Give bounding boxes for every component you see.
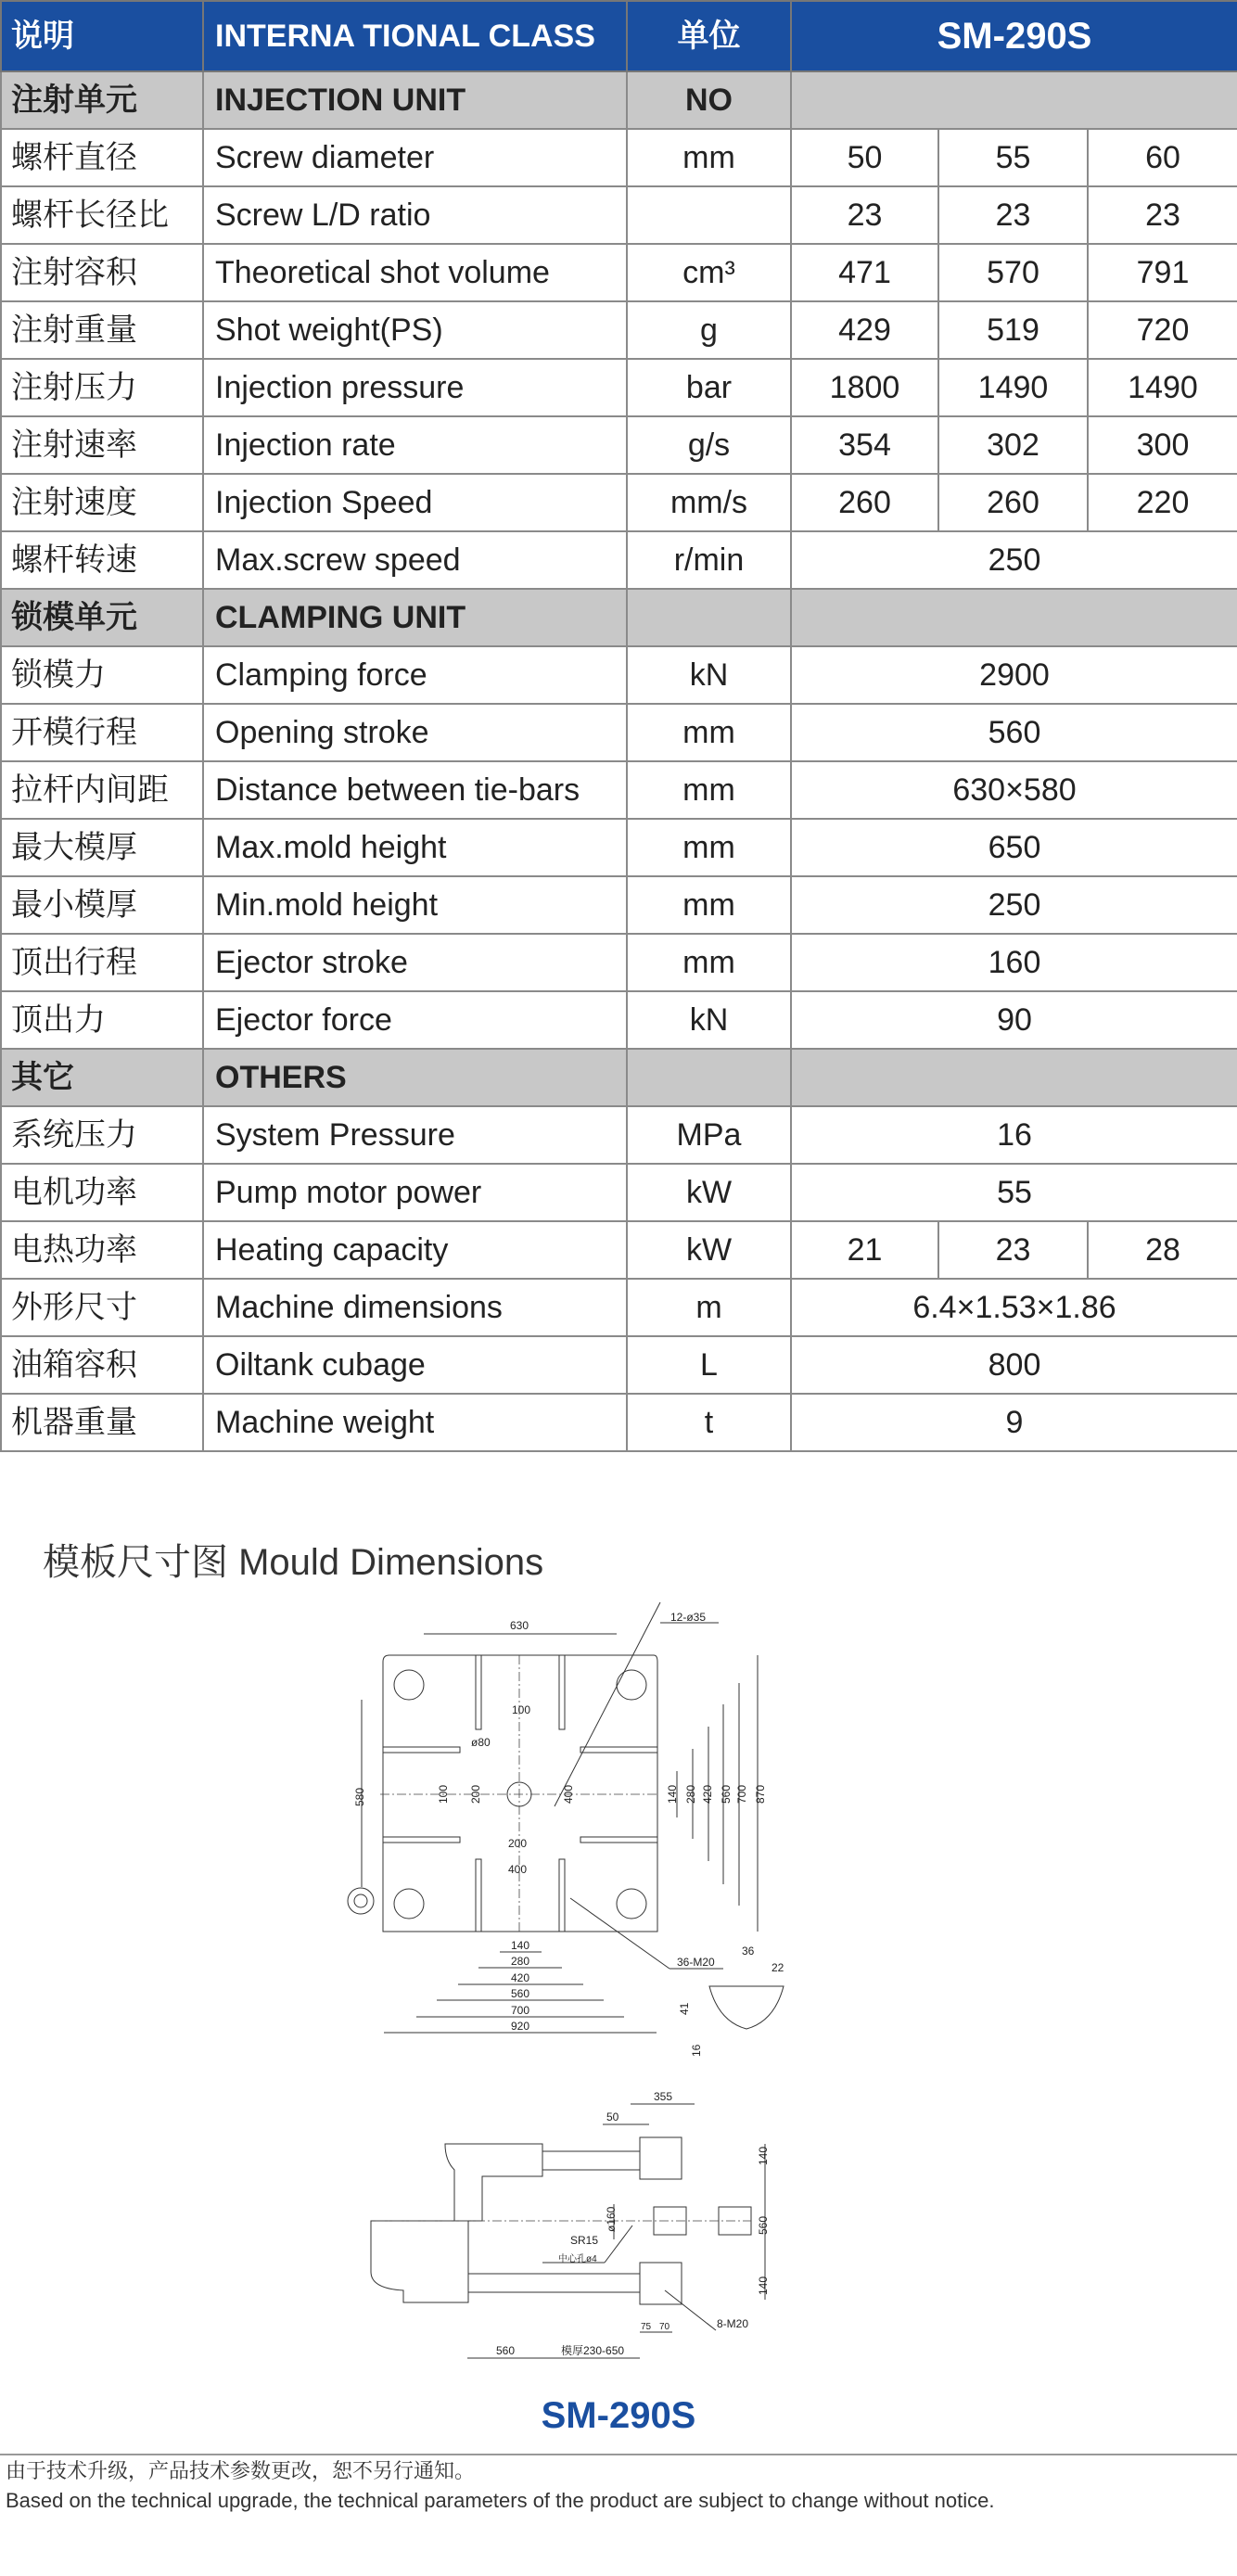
row-label-cn: 系统压力 xyxy=(1,1106,203,1164)
dim-b560: 560 xyxy=(511,1987,530,2000)
row-label-cn: 螺杆直径 xyxy=(1,129,203,186)
row-label-en: Clamping force xyxy=(203,646,627,704)
dim-t22: 22 xyxy=(772,1961,784,1974)
platen-dimension-labels xyxy=(353,1611,784,2057)
row-value: 260 xyxy=(938,474,1088,531)
row-value: 55 xyxy=(791,1164,1237,1221)
dim-r700: 700 xyxy=(735,1784,748,1804)
mould-dimensions-title: 模板尺寸图 Mould Dimensions xyxy=(43,1542,544,1583)
dim-r560: 560 xyxy=(720,1784,733,1804)
row-unit xyxy=(627,186,791,244)
table-row xyxy=(1,1336,1237,1394)
row-label-cn: 最大模厚 xyxy=(1,819,203,876)
row-value: 1490 xyxy=(1088,359,1237,416)
row-value: 429 xyxy=(791,301,938,359)
section-blank xyxy=(791,589,1237,646)
dim-36-m20: 36-M20 xyxy=(677,1956,715,1969)
section-blank xyxy=(791,71,1237,129)
table-row xyxy=(1,359,1237,416)
table-row xyxy=(1,186,1237,244)
row-value: 630×580 xyxy=(791,761,1237,819)
row-label-en: INJECTION UNIT xyxy=(203,71,627,129)
dim-b420: 420 xyxy=(511,1971,530,1984)
row-value: 720 xyxy=(1088,301,1237,359)
row-unit: NO xyxy=(627,71,791,129)
row-unit: g/s xyxy=(627,416,791,474)
row-label-cn: 注射速度 xyxy=(1,474,203,531)
row-label-en: Max.screw speed xyxy=(203,531,627,589)
dim-50: 50 xyxy=(606,2111,619,2123)
row-label-cn: 螺杆转速 xyxy=(1,531,203,589)
dim-70: 70 xyxy=(659,2322,670,2332)
row-label-cn: 顶出行程 xyxy=(1,934,203,991)
row-value: 250 xyxy=(791,531,1237,589)
row-unit: m xyxy=(627,1279,791,1336)
dim-100: 100 xyxy=(512,1703,531,1716)
row-value: 519 xyxy=(938,301,1088,359)
dim-580: 580 xyxy=(353,1787,366,1806)
header-intl-class: INTERNA TIONAL CLASS xyxy=(203,1,627,71)
row-value: 6.4×1.53×1.86 xyxy=(791,1279,1237,1336)
table-row xyxy=(1,531,1237,589)
dimension-lines xyxy=(362,1602,784,2033)
row-label-en: OTHERS xyxy=(203,1049,627,1106)
dim-355: 355 xyxy=(654,2090,673,2103)
row-unit: mm xyxy=(627,819,791,876)
row-value: 9 xyxy=(791,1394,1237,1451)
row-value: 50 xyxy=(791,129,938,186)
header-desc: 说明 xyxy=(1,1,203,71)
table-row xyxy=(1,991,1237,1049)
row-label-en: Injection Speed xyxy=(203,474,627,531)
dim-75: 75 xyxy=(641,2322,652,2332)
dim-v400: 400 xyxy=(562,1784,575,1804)
row-value: 23 xyxy=(938,186,1088,244)
row-label-cn: 注射压力 xyxy=(1,359,203,416)
dim-phi160: ø160 xyxy=(605,2206,618,2232)
row-unit: mm xyxy=(627,129,791,186)
row-value: 60 xyxy=(1088,129,1237,186)
row-label-en: Ejector force xyxy=(203,991,627,1049)
header-unit: 单位 xyxy=(627,1,791,71)
table-row xyxy=(1,646,1237,704)
table-row xyxy=(1,1164,1237,1221)
row-value: 1490 xyxy=(938,359,1088,416)
row-label-en: Machine weight xyxy=(203,1394,627,1451)
row-label-cn: 注射重量 xyxy=(1,301,203,359)
table-header xyxy=(1,1,1237,71)
section-row xyxy=(1,71,1237,129)
side-view-drawing xyxy=(352,2077,872,2383)
table-row xyxy=(1,819,1237,876)
row-label-cn: 拉杆内间距 xyxy=(1,761,203,819)
row-unit: kW xyxy=(627,1221,791,1279)
row-label-en: Theoretical shot volume xyxy=(203,244,627,301)
row-label-en: System Pressure xyxy=(203,1106,627,1164)
row-value: 21 xyxy=(791,1221,938,1279)
row-label-cn: 开模行程 xyxy=(1,704,203,761)
row-label-cn: 顶出力 xyxy=(1,991,203,1049)
table-row xyxy=(1,876,1237,934)
section-row xyxy=(1,1049,1237,1106)
row-unit xyxy=(627,589,791,646)
dim-h400: 400 xyxy=(508,1863,528,1876)
row-unit: cm³ xyxy=(627,244,791,301)
row-unit: mm xyxy=(627,934,791,991)
dim-r420: 420 xyxy=(701,1784,714,1804)
row-label-cn: 机器重量 xyxy=(1,1394,203,1451)
table-row xyxy=(1,416,1237,474)
table-row xyxy=(1,1279,1237,1336)
dim-v100: 100 xyxy=(437,1784,450,1804)
row-unit: mm xyxy=(627,761,791,819)
row-value: 800 xyxy=(791,1336,1237,1394)
dim-r280: 280 xyxy=(684,1784,697,1804)
row-value: 16 xyxy=(791,1106,1237,1164)
row-value: 160 xyxy=(791,934,1237,991)
row-value: 302 xyxy=(938,416,1088,474)
header-model: SM-290S xyxy=(791,1,1237,71)
row-value: 250 xyxy=(791,876,1237,934)
dim-560-vertical: 560 xyxy=(757,2215,770,2235)
row-value: 23 xyxy=(1088,186,1237,244)
footer-divider xyxy=(0,2454,1237,2455)
dim-r870: 870 xyxy=(754,1784,767,1804)
row-label-cn: 注射速率 xyxy=(1,416,203,474)
row-label-en: Screw L/D ratio xyxy=(203,186,627,244)
row-label-en: Max.mold height xyxy=(203,819,627,876)
dim-t36: 36 xyxy=(742,1945,755,1958)
table-row xyxy=(1,761,1237,819)
dim-t16: 16 xyxy=(690,2044,703,2057)
dim-630: 630 xyxy=(510,1619,529,1632)
row-label-cn: 锁模力 xyxy=(1,646,203,704)
row-value: 354 xyxy=(791,416,938,474)
row-label-en: Injection rate xyxy=(203,416,627,474)
row-unit: mm xyxy=(627,876,791,934)
row-label-en: Heating capacity xyxy=(203,1221,627,1279)
row-label-cn: 电热功率 xyxy=(1,1221,203,1279)
row-label-cn: 注射单元 xyxy=(1,71,203,129)
row-value: 260 xyxy=(791,474,938,531)
row-value: 650 xyxy=(791,819,1237,876)
table-row xyxy=(1,934,1237,991)
center-hole-label: 中心孔ø4 xyxy=(558,2254,597,2264)
row-value: 2900 xyxy=(791,646,1237,704)
row-value: 23 xyxy=(938,1221,1088,1279)
row-value: 560 xyxy=(791,704,1237,761)
dim-mold-height: 模厚230-650 xyxy=(561,2344,625,2357)
row-label-cn: 其它 xyxy=(1,1049,203,1106)
row-label-cn: 注射容积 xyxy=(1,244,203,301)
row-value: 570 xyxy=(938,244,1088,301)
dim-b280: 280 xyxy=(511,1955,530,1968)
side-view-outline xyxy=(371,2137,751,2304)
row-unit: kN xyxy=(627,991,791,1049)
table-row xyxy=(1,704,1237,761)
row-label-cn: 锁模单元 xyxy=(1,589,203,646)
row-unit: kW xyxy=(627,1164,791,1221)
row-label-en: Screw diameter xyxy=(203,129,627,186)
row-value: 791 xyxy=(1088,244,1237,301)
row-label-en: Pump motor power xyxy=(203,1164,627,1221)
row-label-en: Oiltank cubage xyxy=(203,1336,627,1394)
row-unit: L xyxy=(627,1336,791,1394)
row-label-cn: 电机功率 xyxy=(1,1164,203,1221)
dim-140-bottom: 140 xyxy=(757,2276,770,2295)
dim-b700: 700 xyxy=(511,2004,530,2017)
row-label-en: Shot weight(PS) xyxy=(203,301,627,359)
dim-b140: 140 xyxy=(511,1939,530,1952)
row-value: 55 xyxy=(938,129,1088,186)
dim-v200: 200 xyxy=(469,1784,482,1804)
footer-note-cn: 由于技术升级，产品技术参数更改，恕不另行通知。 xyxy=(6,2459,476,2482)
row-unit: mm/s xyxy=(627,474,791,531)
row-value: 28 xyxy=(1088,1221,1237,1279)
side-dimension-labels xyxy=(496,2090,770,2357)
table-row xyxy=(1,1394,1237,1451)
table-row xyxy=(1,129,1237,186)
platen-drawing xyxy=(334,1595,853,2059)
row-unit: bar xyxy=(627,359,791,416)
dim-sr15: SR15 xyxy=(570,2234,599,2247)
row-value: 90 xyxy=(791,991,1237,1049)
row-label-cn: 最小模厚 xyxy=(1,876,203,934)
dim-r140: 140 xyxy=(666,1784,679,1804)
dim-h200: 200 xyxy=(508,1837,528,1850)
dim-560-open: 560 xyxy=(496,2344,516,2357)
row-label-cn: 油箱容积 xyxy=(1,1336,203,1394)
row-unit: mm xyxy=(627,704,791,761)
row-unit: MPa xyxy=(627,1106,791,1164)
dim-b920: 920 xyxy=(511,2020,530,2033)
row-label-en: Opening stroke xyxy=(203,704,627,761)
table-row xyxy=(1,1221,1237,1279)
row-unit xyxy=(627,1049,791,1106)
table-row xyxy=(1,301,1237,359)
dim-140-top: 140 xyxy=(757,2146,770,2165)
row-unit: r/min xyxy=(627,531,791,589)
section-row xyxy=(1,589,1237,646)
dim-phi80: ø80 xyxy=(471,1736,491,1749)
row-label-en: Injection pressure xyxy=(203,359,627,416)
row-label-en: CLAMPING UNIT xyxy=(203,589,627,646)
footer-note-en: Based on the technical upgrade, the technical parameters of the product are subject to change without notice. xyxy=(6,2489,995,2512)
model-caption: SM-290S xyxy=(541,2395,696,2436)
dim-t41: 41 xyxy=(678,2002,691,2015)
row-unit: kN xyxy=(627,646,791,704)
row-label-en: Min.mold height xyxy=(203,876,627,934)
dim-8-m20: 8-M20 xyxy=(717,2317,749,2330)
row-label-en: Ejector stroke xyxy=(203,934,627,991)
section-blank xyxy=(791,1049,1237,1106)
row-label-cn: 外形尺寸 xyxy=(1,1279,203,1336)
table-row xyxy=(1,1106,1237,1164)
row-value: 1800 xyxy=(791,359,938,416)
row-value: 471 xyxy=(791,244,938,301)
row-value: 300 xyxy=(1088,416,1237,474)
row-unit: g xyxy=(627,301,791,359)
table-row xyxy=(1,474,1237,531)
table-row xyxy=(1,244,1237,301)
row-label-en: Machine dimensions xyxy=(203,1279,627,1336)
dim-12-phi35: 12-ø35 xyxy=(670,1611,707,1624)
row-value: 220 xyxy=(1088,474,1237,531)
row-value: 23 xyxy=(791,186,938,244)
row-unit: t xyxy=(627,1394,791,1451)
row-label-en: Distance between tie-bars xyxy=(203,761,627,819)
row-label-cn: 螺杆长径比 xyxy=(1,186,203,244)
